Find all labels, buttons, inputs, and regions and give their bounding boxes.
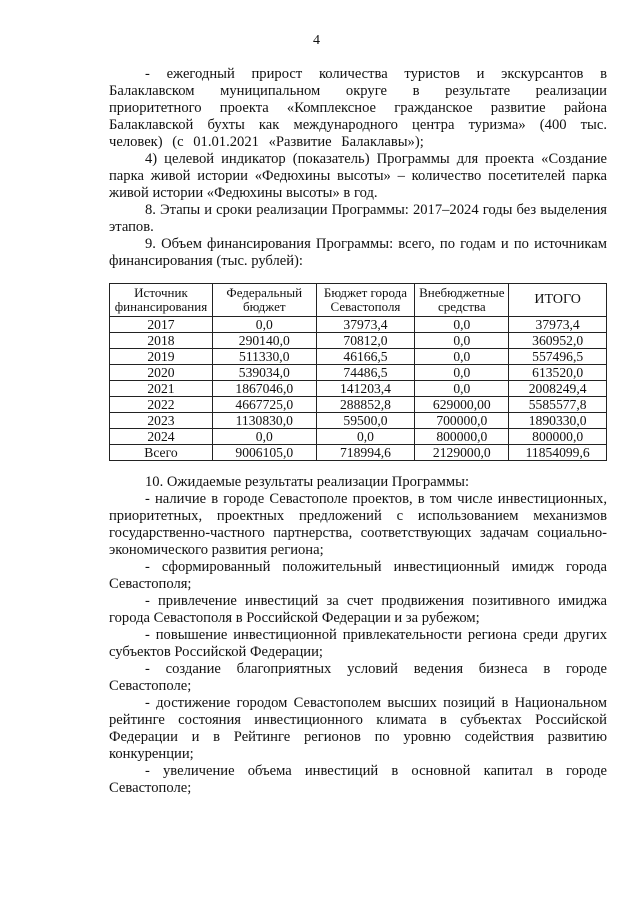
result-item: - привлечение инвестиций за счет продвижения позитивного имиджа города Севастополя в Российской Федерации и за рубежом;	[109, 593, 607, 626]
table-row	[110, 365, 607, 381]
financing-table	[109, 283, 607, 461]
table-cell: 1890330,0	[509, 413, 607, 429]
table-cell: 288852,8	[316, 397, 415, 413]
result-item: - повышение инвестиционной привлекательности региона среди других субъектов Российской Федерации;	[109, 627, 607, 660]
table-cell: 4667725,0	[212, 397, 316, 413]
table-cell: 629000,00	[415, 397, 509, 413]
table-row	[110, 333, 607, 349]
table-cell: 700000,0	[415, 413, 509, 429]
header-city-budget: Бюджет города Севастополя	[316, 284, 415, 317]
table-row	[110, 349, 607, 365]
table-cell: 9006105,0	[212, 445, 316, 461]
table-cell: 0,0	[212, 429, 316, 445]
table-cell: 0,0	[212, 317, 316, 333]
financing-volume-paragraph: 9. Объем финансирования Программы: всего, по годам и по источникам финансирования (тыс. рублей):	[109, 236, 607, 269]
table-cell: 290140,0	[212, 333, 316, 349]
table-cell: 800000,0	[509, 429, 607, 445]
table-cell: 613520,0	[509, 365, 607, 381]
table-cell: 557496,5	[509, 349, 607, 365]
table-cell: 360952,0	[509, 333, 607, 349]
table-total-row	[110, 445, 607, 461]
table-cell: 800000,0	[415, 429, 509, 445]
result-item: - достижение городом Севастополем высших позиций в Национальном рейтинге состояния инвестиционного климата в субъектах Российской Федерации и в Рейтинге регионов по уровню содействия развитию конкуренции;	[109, 695, 607, 762]
table-cell: 2020	[110, 365, 213, 381]
table-row	[110, 317, 607, 333]
table-cell: 46166,5	[316, 349, 415, 365]
header-source: Источник финансирования	[110, 284, 213, 317]
table-cell: 2019	[110, 349, 213, 365]
table-cell: 0,0	[415, 381, 509, 397]
results-heading: 10. Ожидаемые результаты реализации Программы:	[145, 474, 469, 490]
table-cell: 511330,0	[212, 349, 316, 365]
header-federal-budget: Федеральный бюджет	[212, 284, 316, 317]
table-cell: 37973,4	[509, 317, 607, 333]
table-cell: 0,0	[415, 317, 509, 333]
table-cell: 718994,6	[316, 445, 415, 461]
table-cell: 539034,0	[212, 365, 316, 381]
table-cell: 2129000,0	[415, 445, 509, 461]
table-cell: 1867046,0	[212, 381, 316, 397]
table-header-row	[110, 284, 607, 317]
header-extrabudgetary: Внебюджетные средства	[415, 284, 509, 317]
table-cell: 2021	[110, 381, 213, 397]
result-item: - сформированный положительный инвестиционный имидж города Севастополя;	[109, 559, 607, 592]
table-cell: 70812,0	[316, 333, 415, 349]
table-row	[110, 381, 607, 397]
result-item: - наличие в городе Севастополе проектов, в том числе инвестиционных, приоритетных, проектных предложений с использованием механизмов государственно-частного партнерства, соответствующих задачам социально-экономического развития региона;	[109, 491, 607, 558]
table-cell: Всего	[110, 445, 213, 461]
table-cell: 141203,4	[316, 381, 415, 397]
table-cell: 59500,0	[316, 413, 415, 429]
table-row	[110, 397, 607, 413]
table-cell: 74486,5	[316, 365, 415, 381]
header-total: ИТОГО	[509, 284, 607, 317]
table-cell: 0,0	[415, 333, 509, 349]
table-cell: 5585577,8	[509, 397, 607, 413]
table-cell: 11854099,6	[509, 445, 607, 461]
page-number: 4	[313, 33, 320, 48]
table-cell: 0,0	[415, 349, 509, 365]
table-cell: 2024	[110, 429, 213, 445]
table-cell: 37973,4	[316, 317, 415, 333]
table-cell: 2008249,4	[509, 381, 607, 397]
indicator-tourists-paragraph: - ежегодный прирост количества туристов и экскурсантов в Балаклавском муниципальном округе в результате реализации приоритетного проекта «Комплексное гражданское развитие района Балаклавской бухты как международного центра туризма» (400 тыс. человек) (с 01.01.2021 «Развитие Балаклавы»);	[109, 66, 607, 150]
table-row	[110, 429, 607, 445]
program-stages-paragraph: 8. Этапы и сроки реализации Программы: 2017–2024 годы без выделения этапов.	[109, 202, 607, 235]
table-cell: 2017	[110, 317, 213, 333]
document-body	[109, 66, 607, 797]
table-cell: 2022	[110, 397, 213, 413]
table-cell: 2023	[110, 413, 213, 429]
result-item: - увеличение объема инвестиций в основной капитал в городе Севастополе;	[109, 763, 607, 796]
table-cell: 0,0	[415, 365, 509, 381]
indicator-park-paragraph: 4) целевой индикатор (показатель) Программы для проекта «Создание парка живой истории «Федюхины высоты» – количество посетителей парка живой истории «Федюхины высоты» в год.	[109, 151, 607, 201]
table-cell: 1130830,0	[212, 413, 316, 429]
table-row	[110, 413, 607, 429]
table-cell: 2018	[110, 333, 213, 349]
table-cell: 0,0	[316, 429, 415, 445]
result-item: - создание благоприятных условий ведения бизнеса в городе Севастополе;	[109, 661, 607, 694]
